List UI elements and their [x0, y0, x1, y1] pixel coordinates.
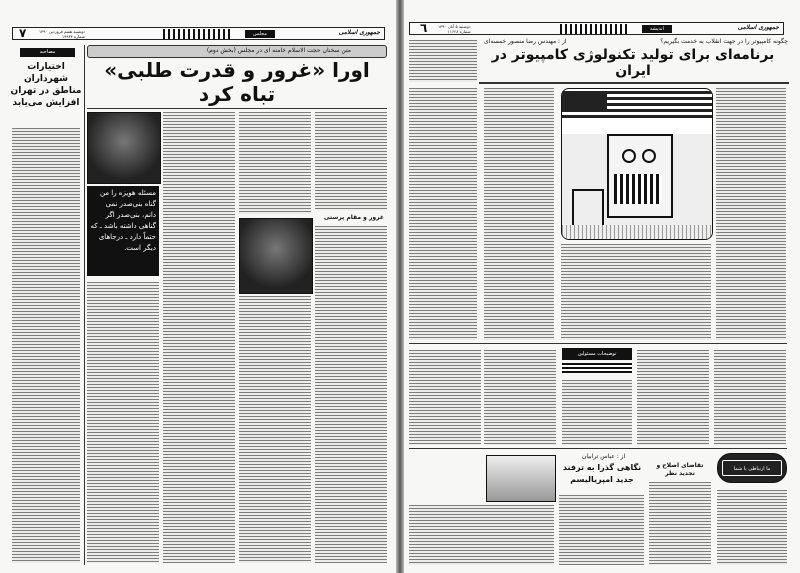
- ad-text: ما ارتباطی با شما: [722, 460, 782, 476]
- article-text: [714, 350, 786, 445]
- article-text: [87, 282, 159, 563]
- computer-cartoon: [561, 88, 713, 240]
- sidebar-text: [12, 128, 80, 563]
- article-text: [559, 495, 644, 565]
- article-text: [649, 482, 711, 565]
- bottom-byline: از : عباس ترابیان: [582, 453, 626, 460]
- article-text: [716, 88, 786, 340]
- article-text: [315, 112, 387, 210]
- article-text: [561, 244, 711, 340]
- date: دوشنبه ۵ آبان ۱۳۹۰ شماره ۱۱۶۲۸: [438, 24, 471, 34]
- article-text: [409, 350, 481, 445]
- section-label: اندیشه: [642, 25, 672, 33]
- ad-box: [717, 453, 787, 483]
- column-divider: [84, 45, 85, 565]
- bottom-headline: نگاهی گذرا به ترفند جدید امپریالیسم: [562, 463, 642, 484]
- official-explanations-box: [562, 348, 632, 376]
- article-text: [484, 350, 556, 445]
- article-text: [315, 226, 387, 563]
- article-text: [562, 380, 632, 445]
- article-headline: اورا «غرور و قدرت طلبی» تباه کرد: [104, 58, 370, 106]
- pull-quote: مسئله هویزه را من گناه بنی‌صدر نمی دانم، بنی‌صدر اگر گناهی داشته باشد ـ که حتماً دارد ـ درجاهای دیگر است.: [87, 186, 159, 276]
- page-number: ۷: [19, 26, 27, 40]
- logo: جمهوری اسلامی: [338, 29, 380, 36]
- sidebar-label: مصاحبه: [20, 48, 75, 57]
- barcode-decoration: [163, 29, 233, 39]
- divider: [409, 343, 787, 344]
- divider: [479, 82, 789, 84]
- speaker-photo: [239, 218, 313, 294]
- article-kicker: چگونه کامپیوتر را در جهت انقلاب به خدمت بگیریم؟: [660, 38, 788, 45]
- left-page: [0, 0, 396, 573]
- article-kicker: متن سخنان حجت الاسلام خامنه ای در مجلس (بخش دوم): [206, 47, 351, 54]
- article-byline: از : مهندس رضا منصور خمسه‌ای: [484, 38, 567, 45]
- page-number: ٦: [420, 21, 428, 35]
- article-text: [484, 88, 554, 340]
- logo: جمهوری اسلامی: [737, 24, 779, 31]
- barcode-decoration: [560, 24, 630, 34]
- article-text: [239, 112, 311, 214]
- sidebar-headline: اختیارات شهرداران مناطق در تهران افزایش می‌یابد: [10, 62, 82, 108]
- divider: [87, 108, 387, 109]
- divider: [409, 448, 787, 449]
- article-text: [409, 88, 477, 340]
- article-text: [239, 296, 311, 563]
- bottom-photo: [486, 455, 556, 502]
- date: دوشنبه هفتم فروردین ۱۳۹۰ شماره ۱۹۹۳۴: [39, 29, 85, 39]
- intro-text: [409, 40, 477, 82]
- subhead: غرور و مقام پرستی: [323, 214, 384, 221]
- article-text: [637, 350, 709, 445]
- box-title: توضیحات مسئولین: [577, 351, 617, 357]
- article-photo: [87, 112, 161, 184]
- article-headline: برنامه‌ای برای تولید تکنولوژی کامپیوتر در ایران: [491, 47, 775, 79]
- article-text: [163, 112, 235, 563]
- page-gutter: [396, 0, 404, 573]
- left-page-header: [12, 27, 385, 40]
- article-text: [717, 490, 787, 565]
- right-page-header: [409, 22, 784, 35]
- middle-title: تقاضای اصلاح و تجدید نظر: [656, 462, 704, 477]
- section-label: مجلس: [245, 30, 275, 38]
- right-page: [404, 0, 800, 573]
- article-text: [409, 505, 554, 565]
